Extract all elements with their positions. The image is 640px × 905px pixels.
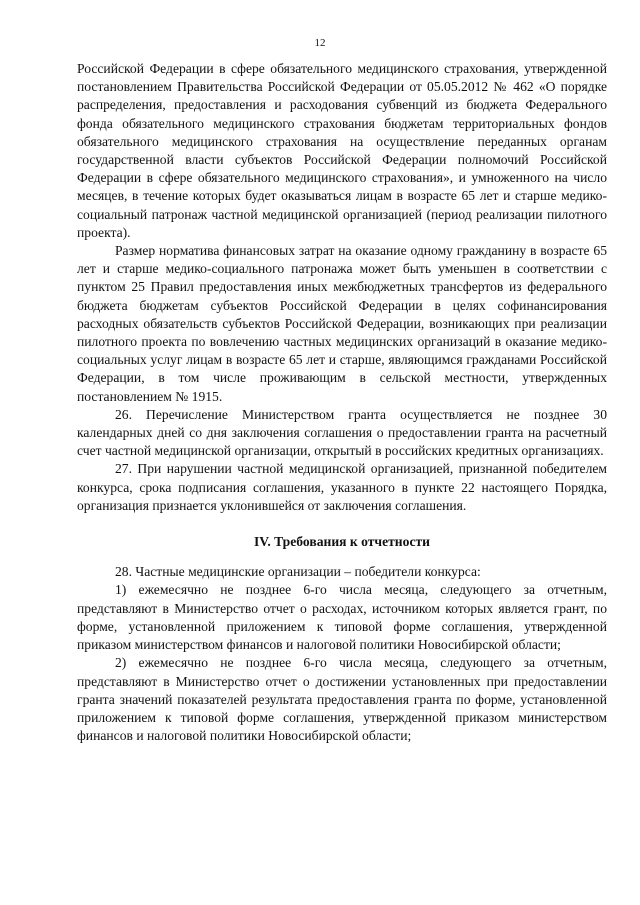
paragraph-item-26: 26. Перечисление Министерством гранта осуществляется не позднее 30 календарных дней со дня заключения соглашения о предоставлении гранта на расчетный счет частной медицинской организации, открытый в российских кредитных организациях. [77,406,607,459]
paragraph-item-27: 27. При нарушении частной медицинской организацией, признанной победителем конкурса, срока подписания соглашения, указанного в пункте 22 настоящего Порядка, организация признается уклонившейся от заключения соглашения. [77,461,607,513]
paragraph-subitem-2: 2) ежемесячно не позднее 6-го числа месяца, следующего за отчетным, представляют в Министерство отчет о достижении установленных при предоставлении гранта значений показателей результата предоставления гранта по форме, установленной приложением к типовой форме соглашения, утвержденной приказом министерством финансов и налоговой политики Новосибирской области; [77,655,607,744]
paragraph-continuation: Российской Федерации в сфере обязательного медицинского страхования, утвержденной постановлением Правительства Российской Федерации от 05.05.2012 № 462 «О порядке распределения, предоставления и расходования субвенций из бюджета Федерального фонда обязательного медицинского страхования бюджетам территориальных фондов обязательного медицинского страхования на осуществление переданных органам государственной власти субъектов Российской Федерации полномочий Российской Федерации в сфере обязательного медицинского страхования», и умноженного на число месяцев, в течение которых будет оказываться лицам в возрасте 65 лет и старше медико-социальный патронаж частной медицинской организацией (период реализации пилотного проекта). [77,61,607,240]
paragraph-item-28: 28. Частные медицинские организации – победители конкурса: [115,564,481,580]
document-body [77,60,607,745]
section-heading: IV. Требования к отчетности [253,534,430,550]
paragraph-norm-reduction: Размер норматива финансовых затрат на оказание одному гражданину в возрасте 65 лет и старше медико-социального патронажа может быть уменьшен в соответствии с пунктом 25 Правил предоставления иных межбюджетных трансфертов из федерального бюджета бюджетам субъектов Российской Федерации в целях софинансирования расходных обязательств субъектов Российской Федерации, возникающих при реализации пилотного проекта по вовлечению частных медицинских организаций в оказание медико-социальных услуг лицам в возрасте 65 лет и старше, являющимся гражданами Российской Федерации, в том числе проживающим в сельской местности, утвержденных постановлением № 1915. [77,243,607,404]
page-number: 12 [314,37,326,49]
paragraph-subitem-1: 1) ежемесячно не позднее 6-го числа месяца, следующего за отчетным, представляют в Министерство отчет о расходах, источником которых является грант, по форме, установленной приложением к типовой форме соглашения, утвержденной приказом министерством финансов и налоговой политики Новосибирской области; [77,582,607,653]
